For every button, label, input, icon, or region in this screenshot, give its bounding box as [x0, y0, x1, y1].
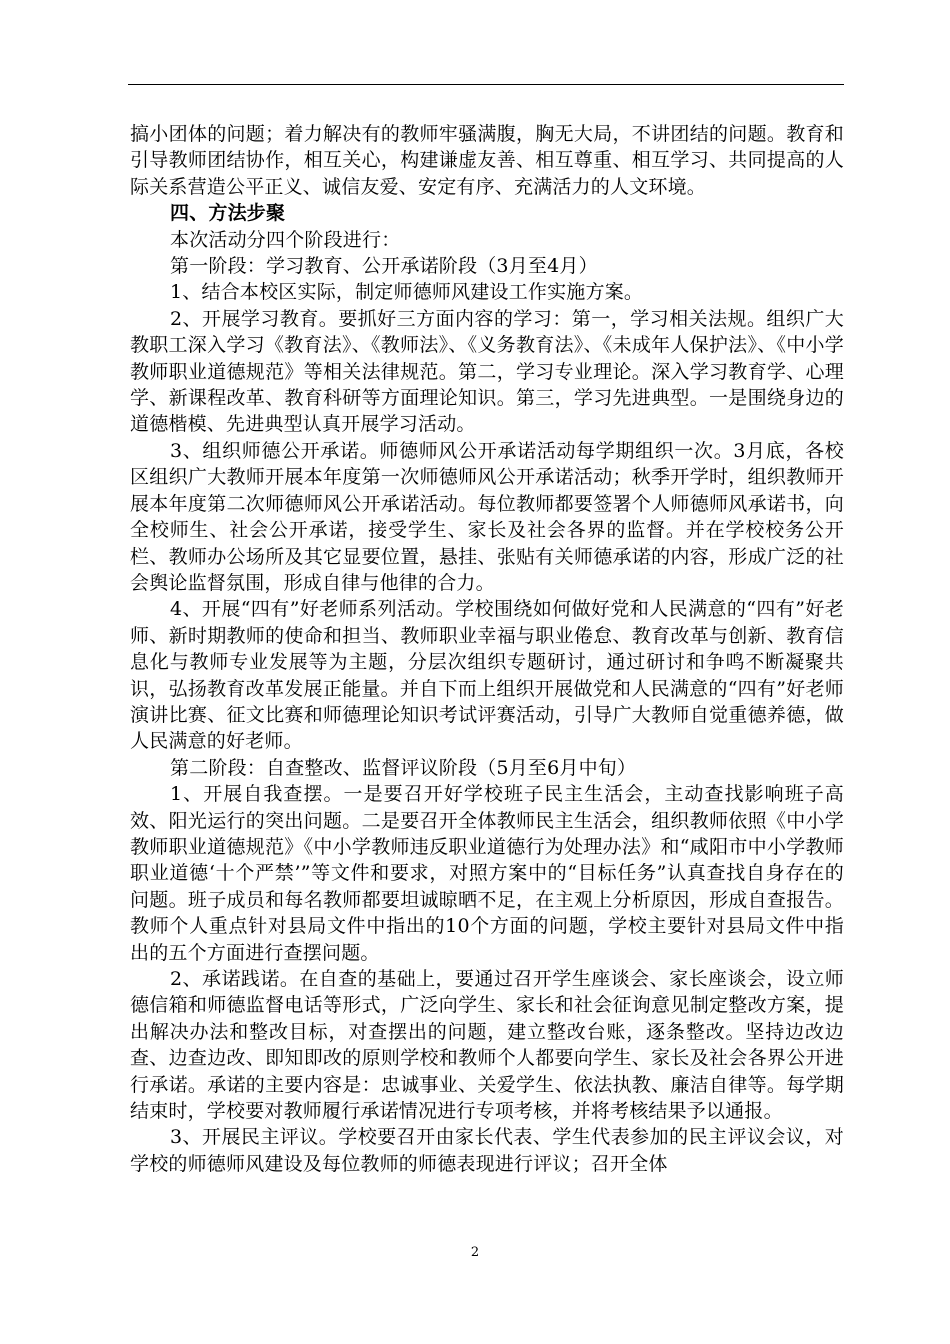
page-number: 2	[470, 1245, 480, 1260]
document-body	[130, 121, 844, 1177]
stage-heading: 第一阶段：学习教育、公开承诺阶段（3月至4月）	[170, 255, 598, 278]
paragraph: 3、组织师德公开承诺。师德师风公开承诺活动每学期组织一次。3月底，各校区组织广大教师开展本年度第一次师德师风公开承诺活动；秋季开学时，组织教师开展本年度第二次师德师风公开承诺活动。每位教师都要签署个人师德师风承诺书，向全校师生、社会公开承诺，接受学生、家长及社会各界的监督。并在学校校务公开栏、教师办公场所及其它显要位置，悬挂、张贴有关师德承诺的内容，形成广泛的社会舆论监督氛围，形成自律与他律的合力。	[130, 439, 844, 594]
section-heading: 四、方法步聚	[170, 202, 286, 225]
paragraph: 2、承诺践诺。在自查的基础上，要通过召开学生座谈会、家长座谈会，设立师德信箱和师德监督电话等形式，广泛向学生、家长和社会征询意见制定整改方案，提出解决办法和整改目标，对查摆出的问题，建立整改台账，逐条整改。坚持边改边查、边查边改、即知即改的原则学校和教师个人都要向学生、家长及社会各界公开进行承诺。承诺的主要内容是：忠诚事业、关爱学生、依法执教、廉洁自律等。每学期结束时，学校要对教师履行承诺情况进行专项考核，并将考核结果予以通报。	[130, 968, 844, 1123]
paragraph: 1、开展自我查摆。一是要召开好学校班子民主生活会，主动查找影响班子高效、阳光运行的突出问题。二是要召开全体教师民主生活会，组织教师依照《中小学教师职业道德规范》《中小学教师违反职业道德行为处理办法》和“咸阳市中小学教师职业道德‘十个严禁’”等文件和要求，对照方案中的“目标任务”认真查找自身存在的问题。班子成员和每名教师都要坦诚晾晒不足，在主观上分析原因，形成自查报告。教师个人重点针对县局文件中指出的10个方面的问题，学校主要针对县局文件中指出的五个方面进行查摆问题。	[130, 783, 844, 964]
paragraph-continuation: 搞小团体的问题；着力解决有的教师牢骚满腹，胸无大局，不讲团结的问题。教育和引导教师团结协作，相互关心，构建谦虚友善、相互尊重、相互学习、共同提高的人际关系营造公平正义、诚信友爱、安定有序、充满活力的人文环境。	[130, 123, 844, 198]
header-rule	[128, 84, 844, 85]
paragraph: 1、结合本校区实际，制定师德师风建设工作实施方案。	[170, 281, 644, 304]
paragraph: 2、开展学习教育。要抓好三方面内容的学习：第一，学习相关法规。组织广大教职工深入学习《教育法》、《教师法》、《义务教育法》、《未成年人保护法》、《中小学教师职业道德规范》等相关法律规范。第二，学习专业理论。深入学习教育学、心理学、新课程改革、教育科研等方面理论知识。第三，学习先进典型。一是围绕身边的道德楷模、先进典型认真开展学习活动。	[130, 307, 844, 436]
paragraph: 3、开展民主评议。学校要召开由家长代表、学生代表参加的民主评议会议，对学校的师德师风建设及每位教师的师德表现进行评议；召开全体	[130, 1126, 844, 1175]
paragraph: 本次活动分四个阶段进行：	[170, 228, 401, 251]
paragraph: 4、开展“四有”好老师系列活动。学校围绕如何做好党和人民满意的“四有”好老师、新时期教师的使命和担当、教师职业幸福与职业倦怠、教育改革与创新、教育信息化与教师专业发展等为主题，分层次组织专题研讨，通过研讨和争鸣不断凝聚共识，弘扬教育改革发展正能量。并自下而上组织开展做党和人民满意的“四有”好老师演讲比赛、征文比赛和师德理论知识考试评赛活动，引导广大教师自觉重德养德，做人民满意的好老师。	[130, 598, 844, 753]
stage-heading: 第二阶段：自查整改、监督评议阶段（5月至6月中旬）	[170, 756, 637, 779]
